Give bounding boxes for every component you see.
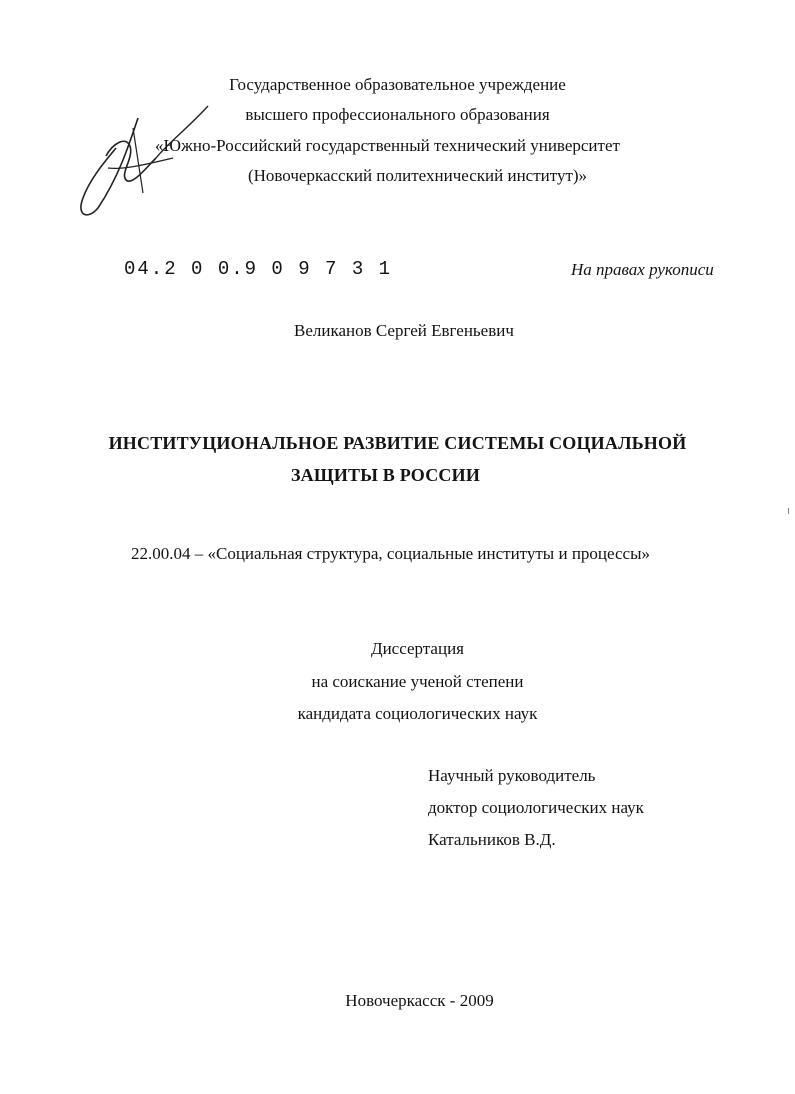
author-name: Великанов Сергей Евгеньевич (294, 321, 514, 340)
place-and-year: Новочеркасск - 2009 (345, 991, 494, 1010)
degree-line-2: на соискание ученой степени (311, 672, 524, 691)
supervisor-degree: доктор социологических наук (428, 798, 644, 817)
supervisor-role: Научный руководитель (428, 766, 596, 785)
supervisor-name: Катальников В.Д. (428, 830, 556, 849)
institution-line-4: (Новочеркасский политехнический институт)» (247, 166, 588, 185)
degree-line-1: Диссертация (370, 639, 464, 658)
rights-note: На правах рукописи (571, 260, 714, 279)
specialty-code: 22.00.04 – «Социальная структура, социальные институты и процессы» (131, 544, 651, 563)
thesis-title-line-2: ЗАЩИТЫ В РОССИИ (290, 465, 481, 485)
degree-line-3: кандидата социологических наук (297, 704, 538, 723)
thesis-title-line-1: ИНСТИТУЦИОНАЛЬНОЕ РАЗВИТИЕ СИСТЕМЫ СОЦИАЛЬНОЙ (108, 433, 687, 453)
institution-line-3: «Южно-Российский государственный технический университет (155, 136, 620, 155)
institution-line-2: высшего профессионального образования (245, 105, 550, 124)
institution-line-1: Государственное образовательное учреждение (229, 75, 566, 94)
registration-number: 04.2 0 0.9 0 9 7 3 1 (124, 258, 393, 280)
handwritten-signature (68, 98, 228, 223)
scan-speck (788, 508, 789, 514)
